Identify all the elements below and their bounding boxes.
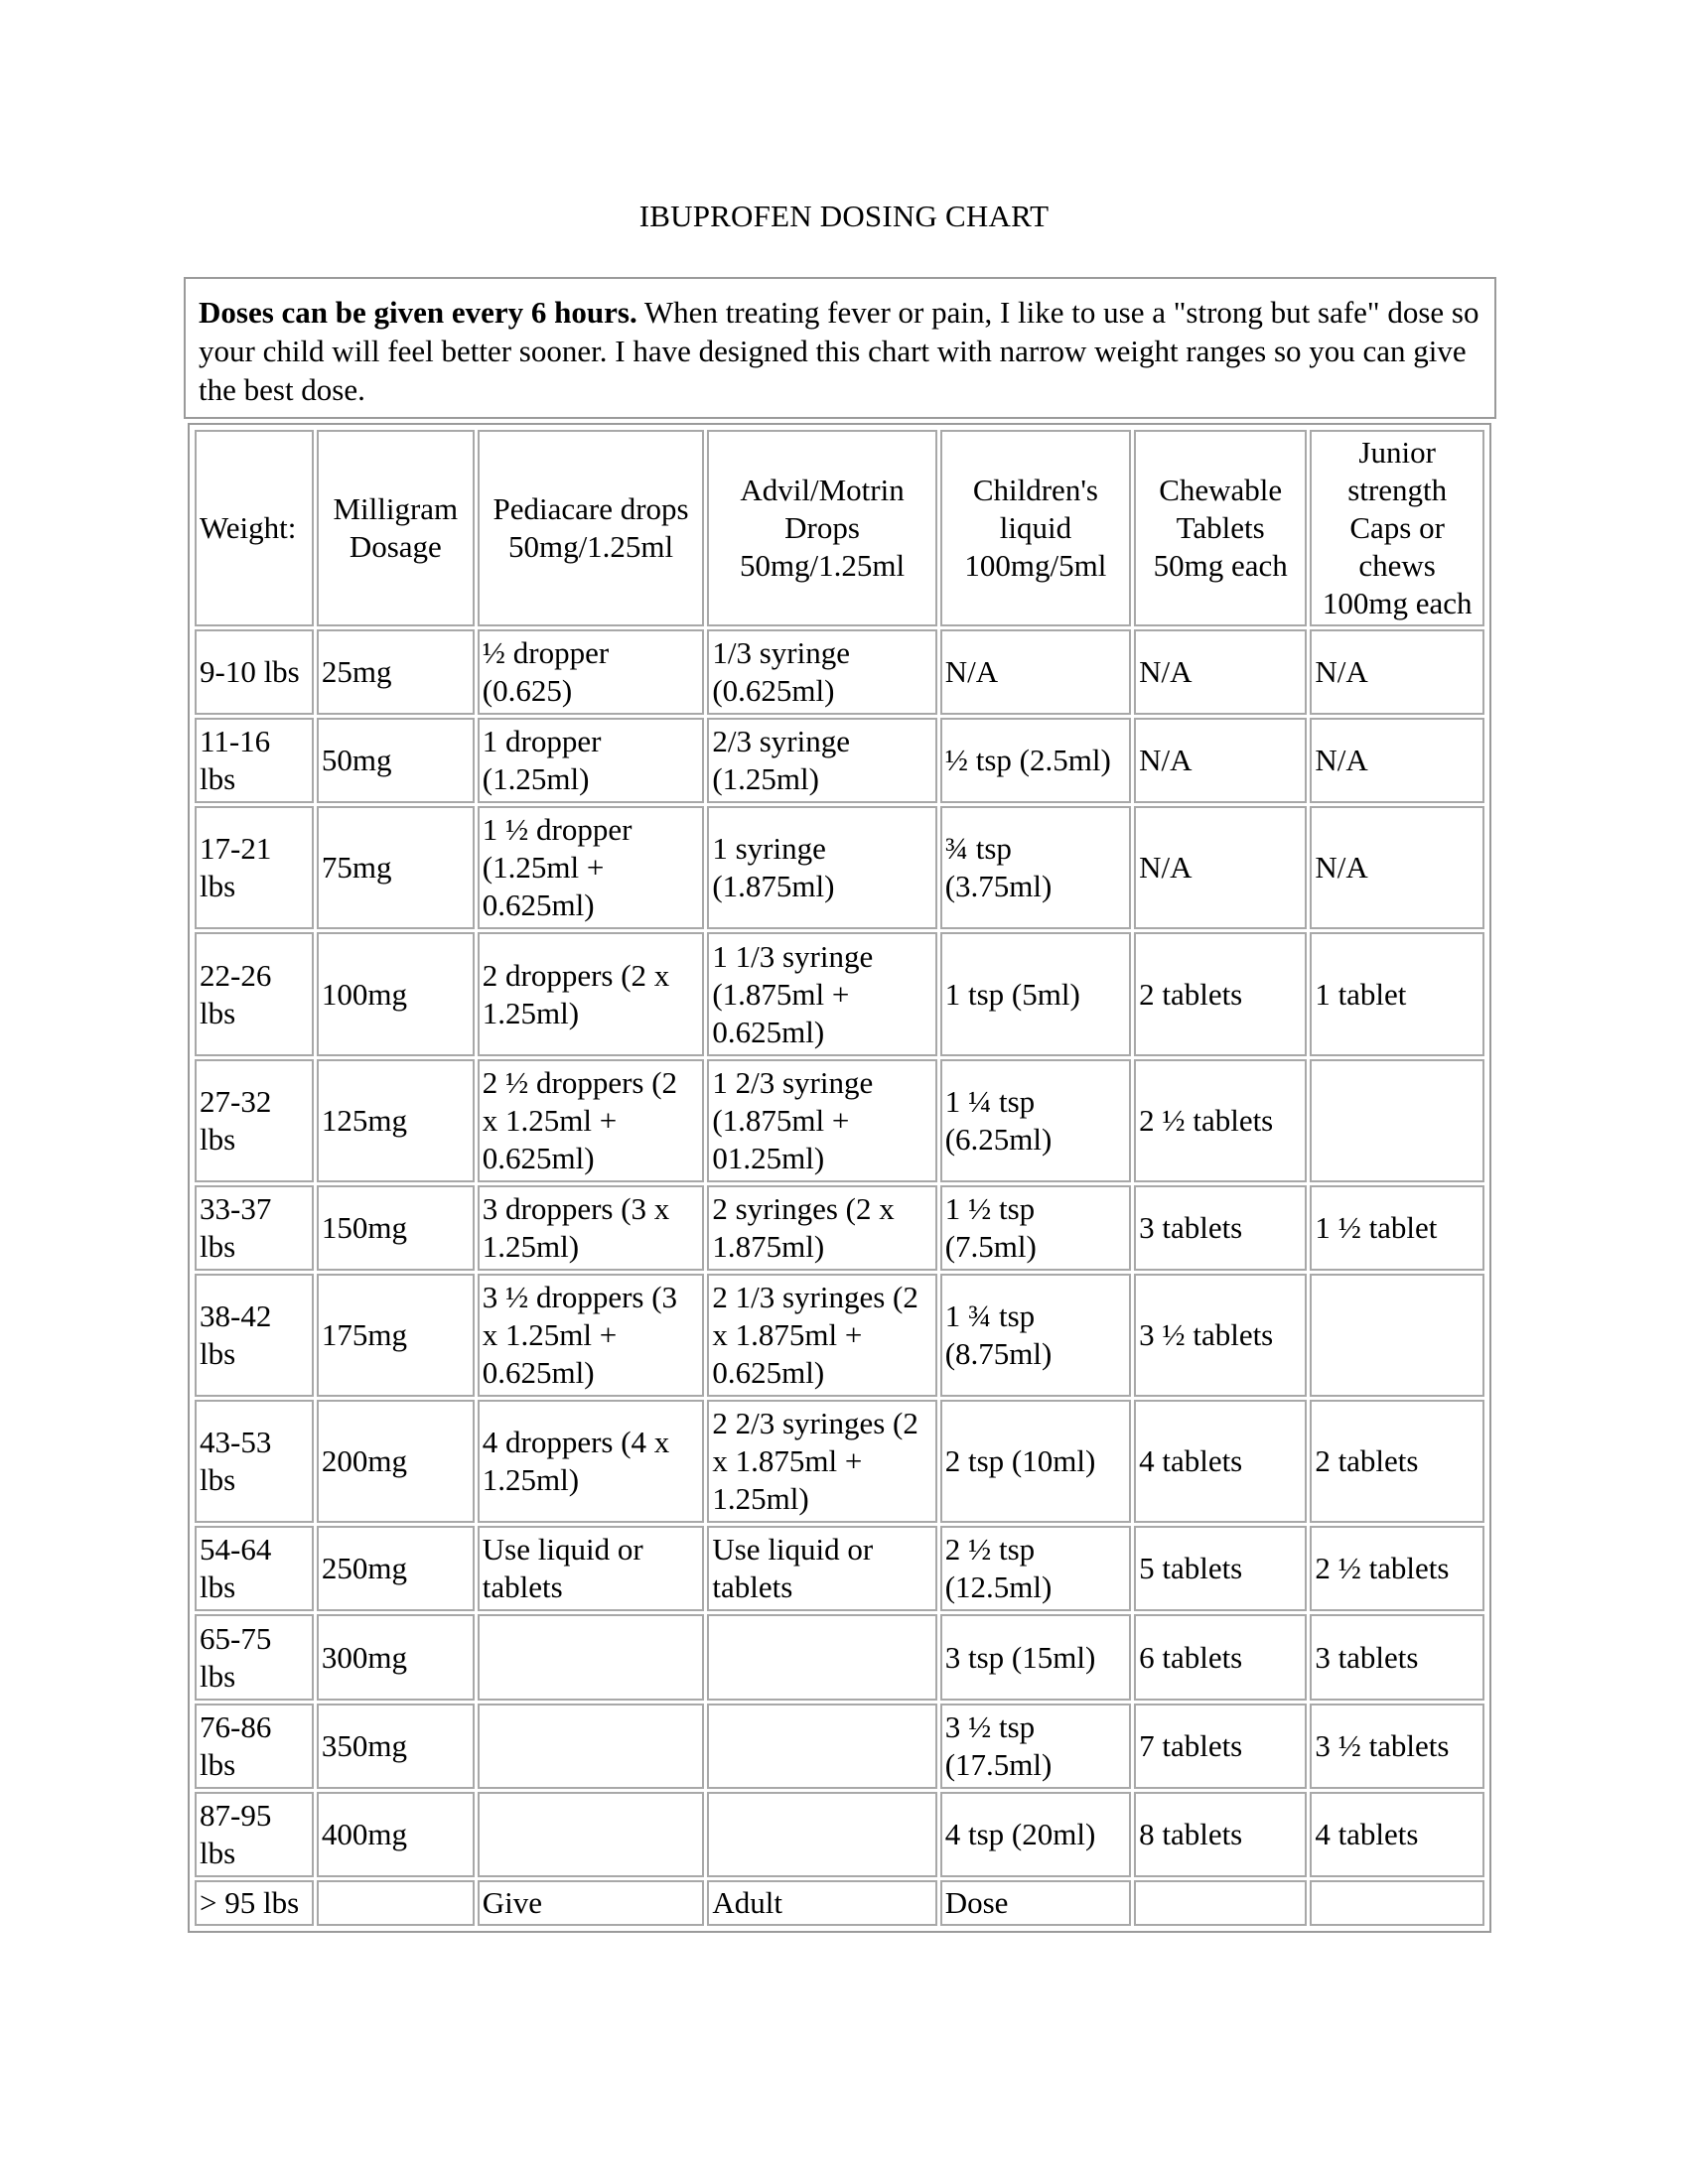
cell-advil-motrin-drops: Use liquid or tablets xyxy=(707,1526,936,1611)
cell-advil-motrin-drops: 1 syringe (1.875ml) xyxy=(707,806,936,929)
cell-milligram-dosage: 75mg xyxy=(317,806,475,929)
cell-childrens-liquid: 1 ¼ tsp (6.25ml) xyxy=(940,1059,1131,1182)
table-row xyxy=(195,1792,1484,1877)
cell-pediacare-drops xyxy=(478,1704,705,1789)
cell-weight: > 95 lbs xyxy=(195,1880,314,1926)
cell-childrens-liquid: 3 tsp (15ml) xyxy=(940,1614,1131,1700)
header-childrens-liquid: Children's liquid 100mg/5ml xyxy=(940,430,1131,626)
cell-milligram-dosage: 250mg xyxy=(317,1526,475,1611)
cell-weight: 76-86 lbs xyxy=(195,1704,314,1789)
header-advil-motrin-drops: Advil/Motrin Drops 50mg/1.25ml xyxy=(707,430,936,626)
cell-weight: 11-16 lbs xyxy=(195,718,314,803)
cell-milligram-dosage: 125mg xyxy=(317,1059,475,1182)
dosing-table xyxy=(192,427,1487,1929)
cell-junior-strength: N/A xyxy=(1310,629,1484,715)
cell-milligram-dosage: 25mg xyxy=(317,629,475,715)
cell-chewable-tablets: 4 tablets xyxy=(1134,1400,1307,1523)
cell-advil-motrin-drops: 2 2/3 syringes (2 x 1.875ml + 1.25ml) xyxy=(707,1400,936,1523)
cell-pediacare-drops xyxy=(478,1614,705,1700)
cell-weight: 9-10 lbs xyxy=(195,629,314,715)
cell-weight: 22-26 lbs xyxy=(195,932,314,1055)
cell-childrens-liquid: Dose xyxy=(940,1880,1131,1926)
cell-milligram-dosage: 150mg xyxy=(317,1185,475,1271)
cell-chewable-tablets: 8 tablets xyxy=(1134,1792,1307,1877)
cell-chewable-tablets: 6 tablets xyxy=(1134,1614,1307,1700)
cell-advil-motrin-drops: 1/3 syringe (0.625ml) xyxy=(707,629,936,715)
cell-chewable-tablets: N/A xyxy=(1134,806,1307,929)
table-row xyxy=(195,1274,1484,1397)
cell-weight: 54-64 lbs xyxy=(195,1526,314,1611)
cell-junior-strength: N/A xyxy=(1310,718,1484,803)
header-milligram-dosage: Milligram Dosage xyxy=(317,430,475,626)
cell-advil-motrin-drops: 2 1/3 syringes (2 x 1.875ml + 0.625ml) xyxy=(707,1274,936,1397)
table-row xyxy=(195,1400,1484,1523)
cell-chewable-tablets: 5 tablets xyxy=(1134,1526,1307,1611)
cell-milligram-dosage: 200mg xyxy=(317,1400,475,1523)
cell-advil-motrin-drops: 1 1/3 syringe (1.875ml + 0.625ml) xyxy=(707,932,936,1055)
cell-childrens-liquid: 1 tsp (5ml) xyxy=(940,932,1131,1055)
table-row xyxy=(195,1880,1484,1926)
cell-advil-motrin-drops: Adult xyxy=(707,1880,936,1926)
cell-weight: 43-53 lbs xyxy=(195,1400,314,1523)
cell-milligram-dosage: 100mg xyxy=(317,932,475,1055)
intro-note xyxy=(184,277,1496,419)
cell-junior-strength: 1 tablet xyxy=(1310,932,1484,1055)
cell-childrens-liquid: ½ tsp (2.5ml) xyxy=(940,718,1131,803)
cell-weight: 17-21 lbs xyxy=(195,806,314,929)
cell-childrens-liquid: 2 ½ tsp (12.5ml) xyxy=(940,1526,1131,1611)
header-chewable-tablets: Chewable Tablets 50mg each xyxy=(1134,430,1307,626)
header-weight: Weight: xyxy=(195,430,314,626)
cell-weight: 27-32 lbs xyxy=(195,1059,314,1182)
cell-pediacare-drops: Give xyxy=(478,1880,705,1926)
table-row xyxy=(195,718,1484,803)
cell-chewable-tablets: N/A xyxy=(1134,718,1307,803)
cell-pediacare-drops xyxy=(478,1792,705,1877)
cell-advil-motrin-drops xyxy=(707,1792,936,1877)
cell-pediacare-drops: 3 droppers (3 x 1.25ml) xyxy=(478,1185,705,1271)
cell-childrens-liquid: 1 ¾ tsp (8.75ml) xyxy=(940,1274,1131,1397)
page-title: IBUPROFEN DOSING CHART xyxy=(638,199,1050,233)
dosing-table-frame xyxy=(188,423,1491,1933)
cell-pediacare-drops: 1 dropper (1.25ml) xyxy=(478,718,705,803)
cell-pediacare-drops: 4 droppers (4 x 1.25ml) xyxy=(478,1400,705,1523)
cell-junior-strength xyxy=(1310,1274,1484,1397)
table-row xyxy=(195,1614,1484,1700)
cell-pediacare-drops: Use liquid or tablets xyxy=(478,1526,705,1611)
cell-milligram-dosage xyxy=(317,1880,475,1926)
table-row xyxy=(195,1526,1484,1611)
cell-chewable-tablets: 7 tablets xyxy=(1134,1704,1307,1789)
header-pediacare-drops: Pediacare drops 50mg/1.25ml xyxy=(478,430,705,626)
cell-milligram-dosage: 50mg xyxy=(317,718,475,803)
cell-advil-motrin-drops xyxy=(707,1614,936,1700)
cell-junior-strength xyxy=(1310,1880,1484,1926)
cell-pediacare-drops: ½ dropper (0.625) xyxy=(478,629,705,715)
cell-junior-strength: 2 ½ tablets xyxy=(1310,1526,1484,1611)
cell-junior-strength: 2 tablets xyxy=(1310,1400,1484,1523)
cell-weight: 33-37 lbs xyxy=(195,1185,314,1271)
cell-weight: 38-42 lbs xyxy=(195,1274,314,1397)
cell-pediacare-drops: 2 droppers (2 x 1.25ml) xyxy=(478,932,705,1055)
cell-weight: 87-95 lbs xyxy=(195,1792,314,1877)
cell-childrens-liquid: ¾ tsp (3.75ml) xyxy=(940,806,1131,929)
cell-junior-strength: N/A xyxy=(1310,806,1484,929)
cell-chewable-tablets: 3 tablets xyxy=(1134,1185,1307,1271)
cell-junior-strength: 3 ½ tablets xyxy=(1310,1704,1484,1789)
cell-childrens-liquid: 3 ½ tsp (17.5ml) xyxy=(940,1704,1131,1789)
table-row xyxy=(195,629,1484,715)
table-row xyxy=(195,1059,1484,1182)
table-header-row xyxy=(195,430,1484,626)
intro-emphasis: Doses can be given every 6 hours. xyxy=(199,295,637,330)
table-row xyxy=(195,932,1484,1055)
cell-chewable-tablets: 2 tablets xyxy=(1134,932,1307,1055)
cell-junior-strength: 4 tablets xyxy=(1310,1792,1484,1877)
cell-childrens-liquid: 4 tsp (20ml) xyxy=(940,1792,1131,1877)
cell-weight: 65-75 lbs xyxy=(195,1614,314,1700)
cell-junior-strength: 1 ½ tablet xyxy=(1310,1185,1484,1271)
cell-pediacare-drops: 2 ½ droppers (2 x 1.25ml + 0.625ml) xyxy=(478,1059,705,1182)
cell-milligram-dosage: 400mg xyxy=(317,1792,475,1877)
cell-milligram-dosage: 175mg xyxy=(317,1274,475,1397)
cell-chewable-tablets xyxy=(1134,1880,1307,1926)
cell-advil-motrin-drops: 1 2/3 syringe (1.875ml + 01.25ml) xyxy=(707,1059,936,1182)
cell-junior-strength: 3 tablets xyxy=(1310,1614,1484,1700)
cell-childrens-liquid: N/A xyxy=(940,629,1131,715)
cell-advil-motrin-drops: 2 syringes (2 x 1.875ml) xyxy=(707,1185,936,1271)
cell-milligram-dosage: 350mg xyxy=(317,1704,475,1789)
cell-childrens-liquid: 1 ½ tsp (7.5ml) xyxy=(940,1185,1131,1271)
cell-pediacare-drops: 3 ½ droppers (3 x 1.25ml + 0.625ml) xyxy=(478,1274,705,1397)
cell-chewable-tablets: 3 ½ tablets xyxy=(1134,1274,1307,1397)
cell-junior-strength xyxy=(1310,1059,1484,1182)
table-row xyxy=(195,806,1484,929)
cell-milligram-dosage: 300mg xyxy=(317,1614,475,1700)
cell-advil-motrin-drops: 2/3 syringe (1.25ml) xyxy=(707,718,936,803)
intro-text: When treating fever or pain, I like to use a "strong but safe" dose so your child will feel better sooner. I have designed this chart with narrow weight ranges so you can give the best dose. xyxy=(199,295,1479,407)
header-junior-strength: Junior strength Caps or chews 100mg each xyxy=(1310,430,1484,626)
cell-chewable-tablets: 2 ½ tablets xyxy=(1134,1059,1307,1182)
cell-pediacare-drops: 1 ½ dropper (1.25ml + 0.625ml) xyxy=(478,806,705,929)
cell-advil-motrin-drops xyxy=(707,1704,936,1789)
cell-childrens-liquid: 2 tsp (10ml) xyxy=(940,1400,1131,1523)
table-row xyxy=(195,1704,1484,1789)
cell-chewable-tablets: N/A xyxy=(1134,629,1307,715)
table-row xyxy=(195,1185,1484,1271)
